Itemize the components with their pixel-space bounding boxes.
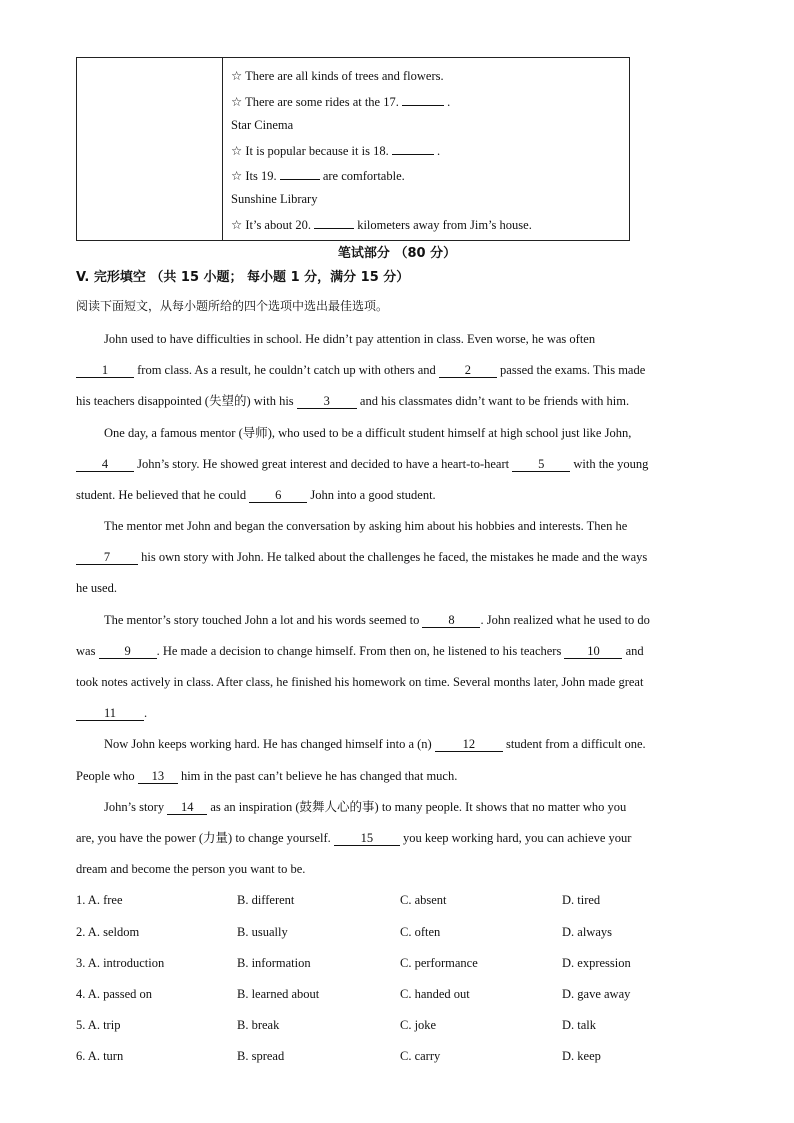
instruction: 阅读下面短文，从每小题所给的四个选项中选出最佳选项。 [76, 299, 389, 313]
option-a[interactable]: 1. A. free [76, 893, 123, 907]
blank-6[interactable]: 6 [249, 488, 307, 503]
option-a[interactable]: 4. A. passed on [76, 987, 153, 1001]
option-d[interactable]: D. expression [562, 956, 631, 970]
passage-line: student. He believed that he could 6 John into a good student. [76, 488, 436, 502]
option-b[interactable]: B. break [237, 1018, 280, 1032]
option-c[interactable]: C. performance [400, 956, 478, 970]
passage-line: 7 his own story with John. He talked about the challenges he faced, the mistakes he made and the ways [76, 548, 716, 566]
option-c[interactable]: C. handed out [400, 987, 470, 1001]
option-c[interactable]: C. absent [400, 893, 447, 907]
option-c[interactable]: C. joke [400, 1018, 437, 1032]
passage-line: his teachers disappointed (失望的) with his 3 and his classmates didn’t want to be friends with him. [76, 394, 630, 408]
section-title: 笔试部分 （80 分） [337, 246, 457, 261]
passage-line: John’s story 14 as an inspiration (鼓舞人心的事) to many people. It shows that no matter who you [104, 800, 627, 814]
blank-18[interactable] [392, 142, 434, 155]
option-d[interactable]: D. gave away [562, 987, 631, 1001]
option-c[interactable]: C. often [400, 925, 441, 939]
table-line: Star Cinema [231, 118, 294, 132]
table-line: ☆ It’s about 20. kilometers away from Jim’s house. [231, 218, 532, 232]
table-line: ☆ There are all kinds of trees and flowers. [231, 69, 444, 83]
blank-12[interactable]: 12 [435, 737, 503, 752]
option-b[interactable]: B. different [237, 893, 295, 907]
blank-14[interactable]: 14 [167, 800, 207, 815]
option-d[interactable]: D. always [562, 925, 612, 939]
table-line: Sunshine Library [231, 192, 318, 206]
blank-15[interactable]: 15 [334, 831, 400, 846]
passage-line: People who 13 him in the past can’t believe he has changed that much. [76, 769, 458, 783]
table-line: ☆ There are some rides at the 17. . [231, 95, 451, 109]
passage-line: 4 John’s story. He showed great interest and decided to have a heart-to-heart 5 with the young [76, 455, 716, 473]
passage-line: he used. [76, 581, 117, 595]
table-line: ☆ Its 19. are comfortable. [231, 169, 405, 183]
passage-line: John used to have difficulties in school. He didn’t pay attention in class. Even worse, he was often [104, 332, 596, 346]
blank-20[interactable] [314, 216, 354, 229]
blank-10[interactable]: 10 [564, 644, 622, 659]
passage-line: are, you have the power (力量) to change yourself. 15 you keep working hard, you can achieve your [76, 831, 632, 845]
blank-7[interactable]: 7 [76, 550, 138, 565]
blank-4[interactable]: 4 [76, 457, 134, 472]
option-c[interactable]: C. carry [400, 1049, 441, 1063]
part-heading: V. 完形填空 （共 15 小题； 每小题 1 分，满分 15 分） [76, 270, 410, 285]
passage-line: took notes actively in class. After class, he finished his homework on time. Several months later, John made great [76, 675, 644, 689]
blank-17[interactable] [402, 93, 444, 106]
option-a[interactable]: 6. A. turn [76, 1049, 124, 1063]
option-d[interactable]: D. tired [562, 893, 601, 907]
option-a[interactable]: 5. A. trip [76, 1018, 121, 1032]
option-d[interactable]: D. keep [562, 1049, 601, 1063]
blank-11[interactable]: 11 [76, 706, 144, 721]
passage-line: was 9 . He made a decision to change himself. From then on, he listened to his teachers 10 and [76, 644, 644, 658]
blank-5[interactable]: 5 [512, 457, 570, 472]
passage-line: The mentor met John and began the conversation by asking him about his hobbies and interests. Then he [104, 519, 628, 533]
blank-3[interactable]: 3 [297, 394, 357, 409]
passage-line: One day, a famous mentor (导师), who used to be a difficult student himself at high school just like John, [104, 426, 632, 440]
option-b[interactable]: B. learned about [237, 987, 320, 1001]
blank-19[interactable] [280, 167, 320, 180]
option-a[interactable]: 3. A. introduction [76, 956, 165, 970]
passage-line: 11 . [76, 704, 716, 722]
option-d[interactable]: D. talk [562, 1018, 597, 1032]
blank-13[interactable]: 13 [138, 769, 178, 784]
option-b[interactable]: B. usually [237, 925, 288, 939]
blank-1[interactable]: 1 [76, 363, 134, 378]
table-divider [222, 58, 223, 240]
option-b[interactable]: B. spread [237, 1049, 285, 1063]
info-table [76, 57, 630, 241]
passage-line: The mentor’s story touched John a lot and his words seemed to 8 . John realized what he used to do [104, 613, 650, 627]
passage-line: 1 from class. As a result, he couldn’t catch up with others and 2 passed the exams. This made [76, 361, 716, 379]
passage-line: Now John keeps working hard. He has changed himself into a (n) 12 student from a difficult one. [104, 737, 646, 751]
blank-9[interactable]: 9 [99, 644, 157, 659]
blank-2[interactable]: 2 [439, 363, 497, 378]
table-line: ☆ It is popular because it is 18. . [231, 144, 441, 158]
table-right-cell [231, 58, 625, 240]
blank-8[interactable]: 8 [422, 613, 480, 628]
option-b[interactable]: B. information [237, 956, 311, 970]
option-a[interactable]: 2. A. seldom [76, 925, 140, 939]
passage-line: dream and become the person you want to be. [76, 862, 306, 876]
